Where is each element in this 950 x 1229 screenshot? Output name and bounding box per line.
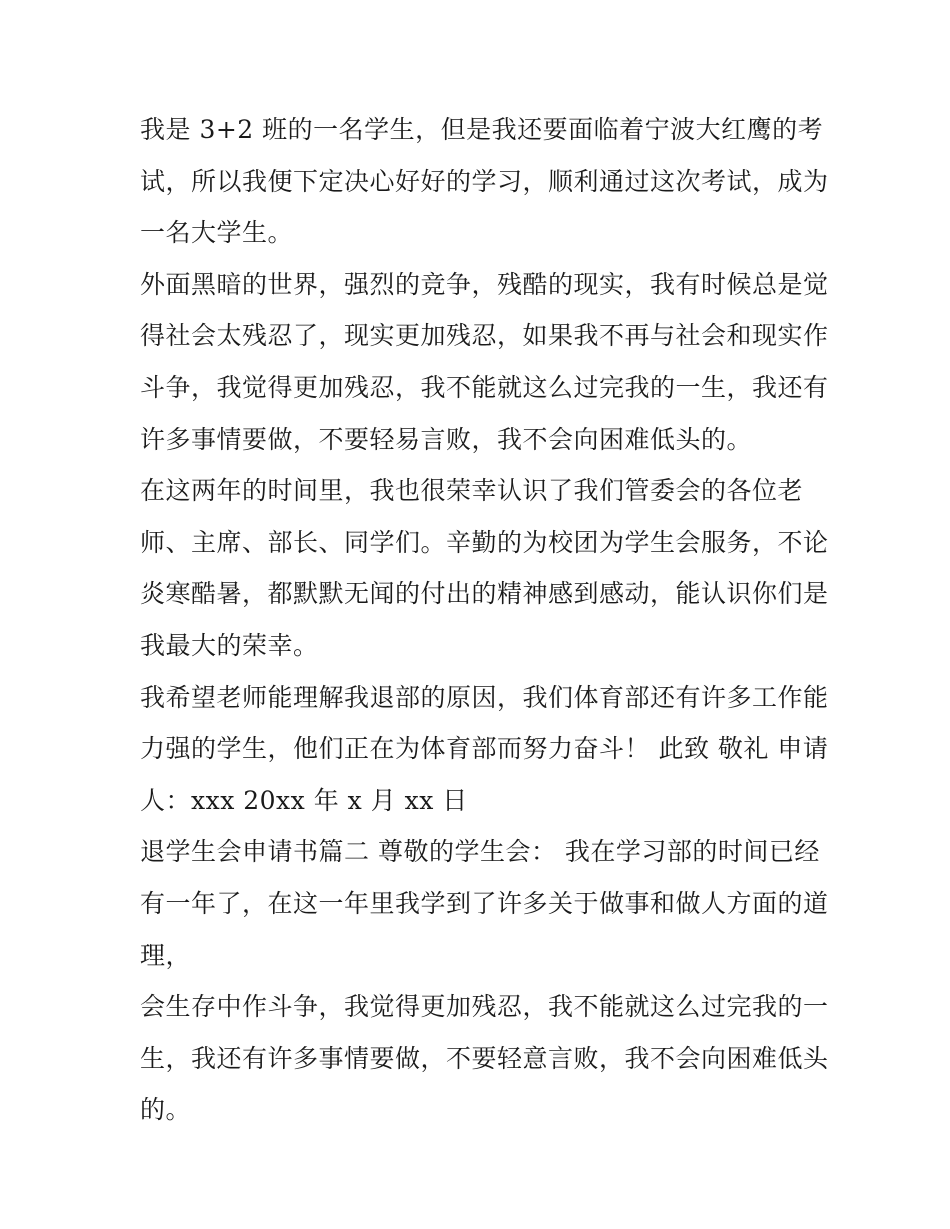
paragraph-6 (140, 981, 830, 1136)
text-line: 退学生会申请书篇二 尊敬的学生会： 我在学习部的时间已经 (140, 837, 820, 867)
text-line: 生，我还有许多事情要做，不要轻意言败，我不会向困难低头 (140, 1043, 829, 1073)
signature-date-line: 人：xxx 20xx 年 x 月 xx 日 (140, 785, 468, 815)
text-line: 我希望老师能理解我退部的原因，我们体育部还有许多工作能 (140, 682, 829, 712)
text-line: 师、主席、部长、同学们。辛勤的为校团为学生会服务，不论 (140, 527, 829, 557)
text-line: 我是 3+2 班的一名学生，但是我还要面临着宁波大红鹰的考 (140, 115, 824, 144)
text-line: 外面黑暗的世界，强烈的竞争，残酷的现实，我有时候总是觉 (140, 269, 829, 299)
text-line: 斗争，我觉得更加残忍，我不能就这么过完我的一生，我还有 (140, 372, 829, 402)
text-line: 试，所以我便下定决心好好的学习，顺利通过这次考试，成为 (140, 166, 829, 196)
text-line: 理， (140, 940, 192, 970)
document-body (140, 104, 830, 1136)
text-line: 有一年了，在这一年里我学到了许多关于做事和做人方面的道 (140, 888, 829, 918)
text-line: 炎寒酷暑，都默默无闻的付出的精神感到感动，能认识你们是 (140, 579, 829, 609)
paragraph-1 (140, 104, 830, 259)
paragraph-4 (140, 672, 830, 827)
text-line: 在这两年的时间里，我也很荣幸认识了我们管委会的各位老 (140, 476, 804, 506)
text-line: 力强的学生，他们正在为体育部而努力奋斗！ 此致 敬礼 申请 (140, 734, 829, 764)
paragraph-5 (140, 826, 830, 981)
paragraph-3 (140, 465, 830, 671)
text-line: 的。 (140, 1095, 192, 1125)
paragraph-2 (140, 259, 830, 465)
text-line: 一名大学生。 (140, 218, 294, 248)
text-line: 我最大的荣幸。 (140, 630, 319, 660)
text-line: 许多事情要做，不要轻易言败，我不会向困难低头的。 (140, 424, 753, 454)
text-line: 会生存中作斗争，我觉得更加残忍，我不能就这么过完我的一 (140, 992, 829, 1022)
text-line: 得社会太残忍了，现实更加残忍，如果我不再与社会和现实作 (140, 321, 829, 351)
